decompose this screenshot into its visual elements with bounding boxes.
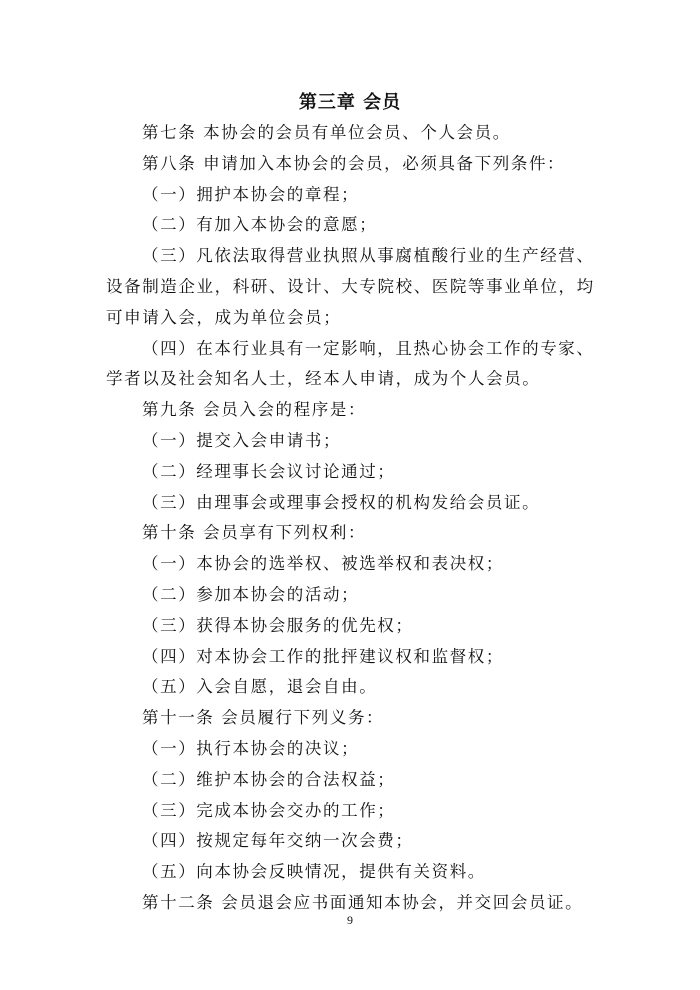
text-line: 第十二条 会员退会应书面通知本协会，并交回会员证。 [142,892,584,912]
text-line: 第十条 会员享有下列权利： [142,523,367,543]
text-line: 第八条 申请加入本协会的会员，必须具备下列条件： [142,153,566,173]
text-line: （二）参加本协会的活动； [142,584,360,604]
text-line: （四）按规定每年交纳一次会费； [142,831,414,851]
text-line: （一）拥护本协会的章程； [142,184,360,204]
text-line: （一）提交入会申请书； [142,430,342,450]
text-line: （二）经理事长会议讨论通过； [142,461,396,481]
text-line: （四）在本行业具有一定影响，且热心协会工作的专家、 [142,338,595,358]
text-line: 第九条 会员入会的程序是： [142,400,367,420]
text-line: （二）维护本协会的合法权益； [142,769,396,789]
text-line: （三）凡依法取得营业执照从事腐植酸行业的生产经营、 [142,246,595,266]
text-line: （四）对本协会工作的批抨建议权和监督权； [142,646,504,666]
text-line: （一）执行本协会的决议； [142,738,360,758]
text-line: 设备制造企业，科研、设计、大专院校、医院等事业单位，均 [106,276,595,296]
text-line: 第十一条 会员履行下列义务： [142,708,385,728]
page-number: 9 [347,913,353,927]
text-line: （二）有加入本协会的意愿； [142,215,378,235]
text-line: 第七条 本协会的会员有单位会员、个人会员。 [142,123,511,142]
text-line: 可申请入会，成为单位会员； [106,307,342,327]
text-line: （三）完成本协会交办的工作； [142,800,396,820]
text-line: （三）获得本协会服务的优先权； [142,615,414,635]
text-line: （一）本协会的选举权、被选举权和表决权； [142,554,504,574]
text-line: （三）由理事会或理事会授权的机构发给会员证。 [142,492,541,512]
text-line: （五）向本协会反映情况，提供有关资料。 [142,862,486,882]
text-line: 学者以及社会知名人士，经本人申请，成为个人会员。 [106,369,541,389]
text-line: （五）入会自愿，退会自由。 [142,677,378,697]
document-body [106,118,602,919]
chapter-title: 第三章 会员 [298,92,402,113]
